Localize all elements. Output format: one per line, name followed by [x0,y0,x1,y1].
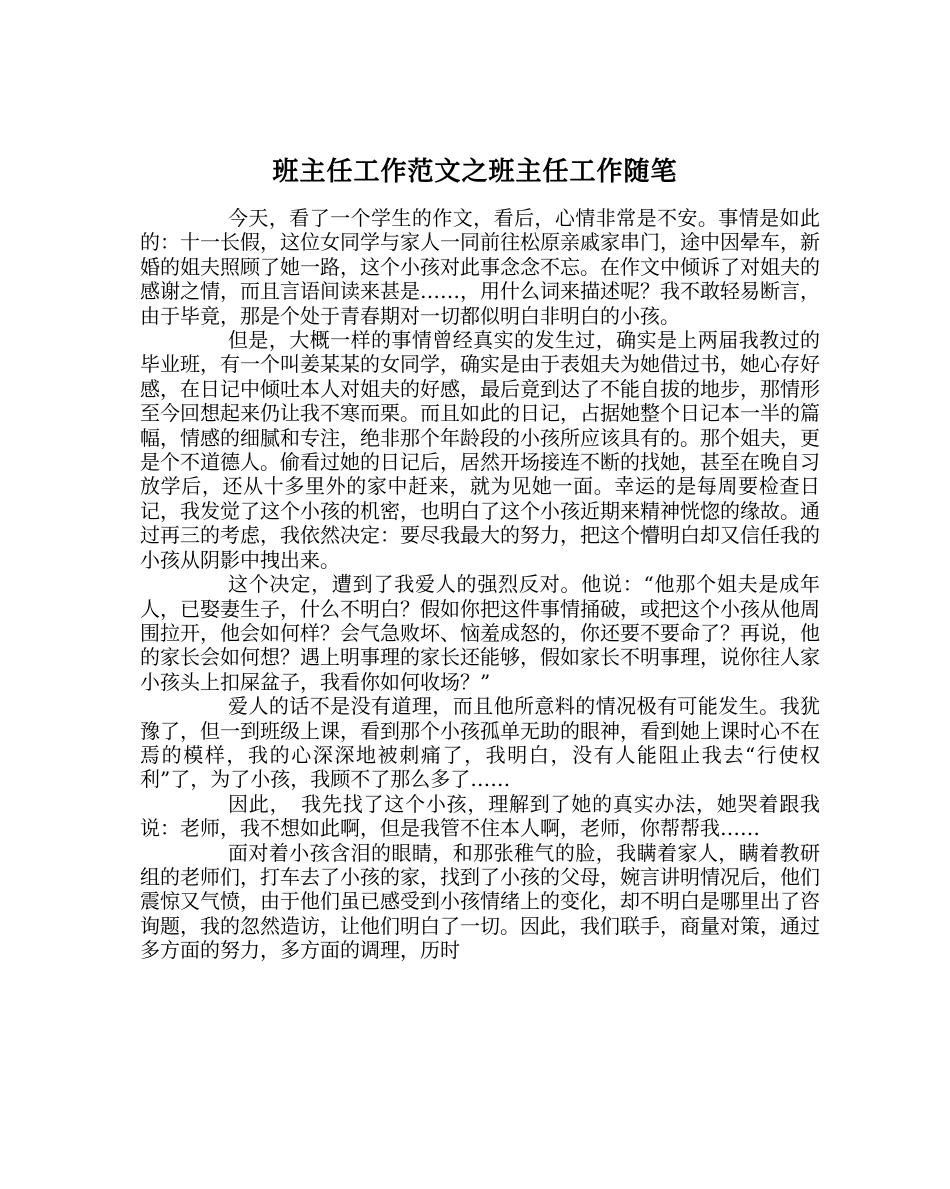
document-title: 班主任工作范文之班主任工作随笔 [272,157,678,188]
paragraph: 今天，看了一个学生的作文，看后，心情非常是不安。事情是如此的：十一长假，这位女同学与家人一同前往松原亲戚家串门，途中因晕车，新婚的姐夫照顾了她一路，这个小孩对此事念念不忘。在作文中倾诉了对姐夫的感谢之情，而且言语间读来甚是……，用什么词来描述呢？我不敢轻易断言，由于毕竟，那是个处于青春期对一切都似明白非明白的小孩。 [140,206,820,328]
document-body [140,206,820,963]
paragraph: 但是，大概一样的事情曾经真实的发生过，确实是上两届我教过的毕业班，有一个叫姜某某的女同学，确实是由于表姐夫为她借过书，她心存好感，在日记中倾吐本人对姐夫的好感，最后竟到达了不能自拔的地步，那情形至今回想起来仍让我不寒而栗。而且如此的日记，占据她整个日记本一半的篇幅，情感的细腻和专注，绝非那个年龄段的小孩所应该具有的。那个姐夫，更是个不道德人。偷看过她的日记后，居然开场接连不断的找她，甚至在晚自习放学后，还从十多里外的家中赶来，就为见她一面。幸运的是每周要检查日记，我发觉了这个小孩的机密，也明白了这个小孩近期来精神恍惚的缘故。通过再三的考虑，我依然决定：要尽我最大的努力，把这个懵明白却又信任我的小孩从阴影中拽出来。 [140,328,820,572]
paragraph: 因此， 我先找了这个小孩，理解到了她的真实办法，她哭着跟我说：老师，我不想如此啊，但是我管不住本人啊，老师，你帮帮我…… [140,791,820,841]
paragraph: 面对着小孩含泪的眼睛，和那张稚气的脸，我瞒着家人，瞒着教研组的老师们，打车去了小孩的家，找到了小孩的父母，婉言讲明情况后，他们震惊又气愤，由于他们虽已感受到小孩情绪上的变化，却不明白是哪里出了咨询题，我的忽然造访，让他们明白了一切。因此，我们联手，商量对策，通过多方面的努力，多方面的调理，历时 [140,840,820,963]
paragraph: 爱人的话不是没有道理，而且他所意料的情况极有可能发生。我犹豫了，但一到班级上课，看到那个小孩孤单无助的眼神，看到她上课时心不在焉的模样，我的心深深地被刺痛了，我明白，没有人能阻止我去“行使权利”了，为了小孩，我顾不了那么多了…… [140,694,820,792]
paragraph: 这个决定，遭到了我爱人的强烈反对。他说：“他那个姐夫是成年人，已娶妻生子，什么不明白？假如你把这件事情捅破，或把这个小孩从他周围拉开，他会如何样？会气急败坏、恼羞成怒的，你还要不要命了？再说，他的家长会如何想？遇上明事理的家长还能够，假如家长不明事理，说你往人家小孩头上扣屎盆子，我看你如何收场？” [140,572,820,694]
